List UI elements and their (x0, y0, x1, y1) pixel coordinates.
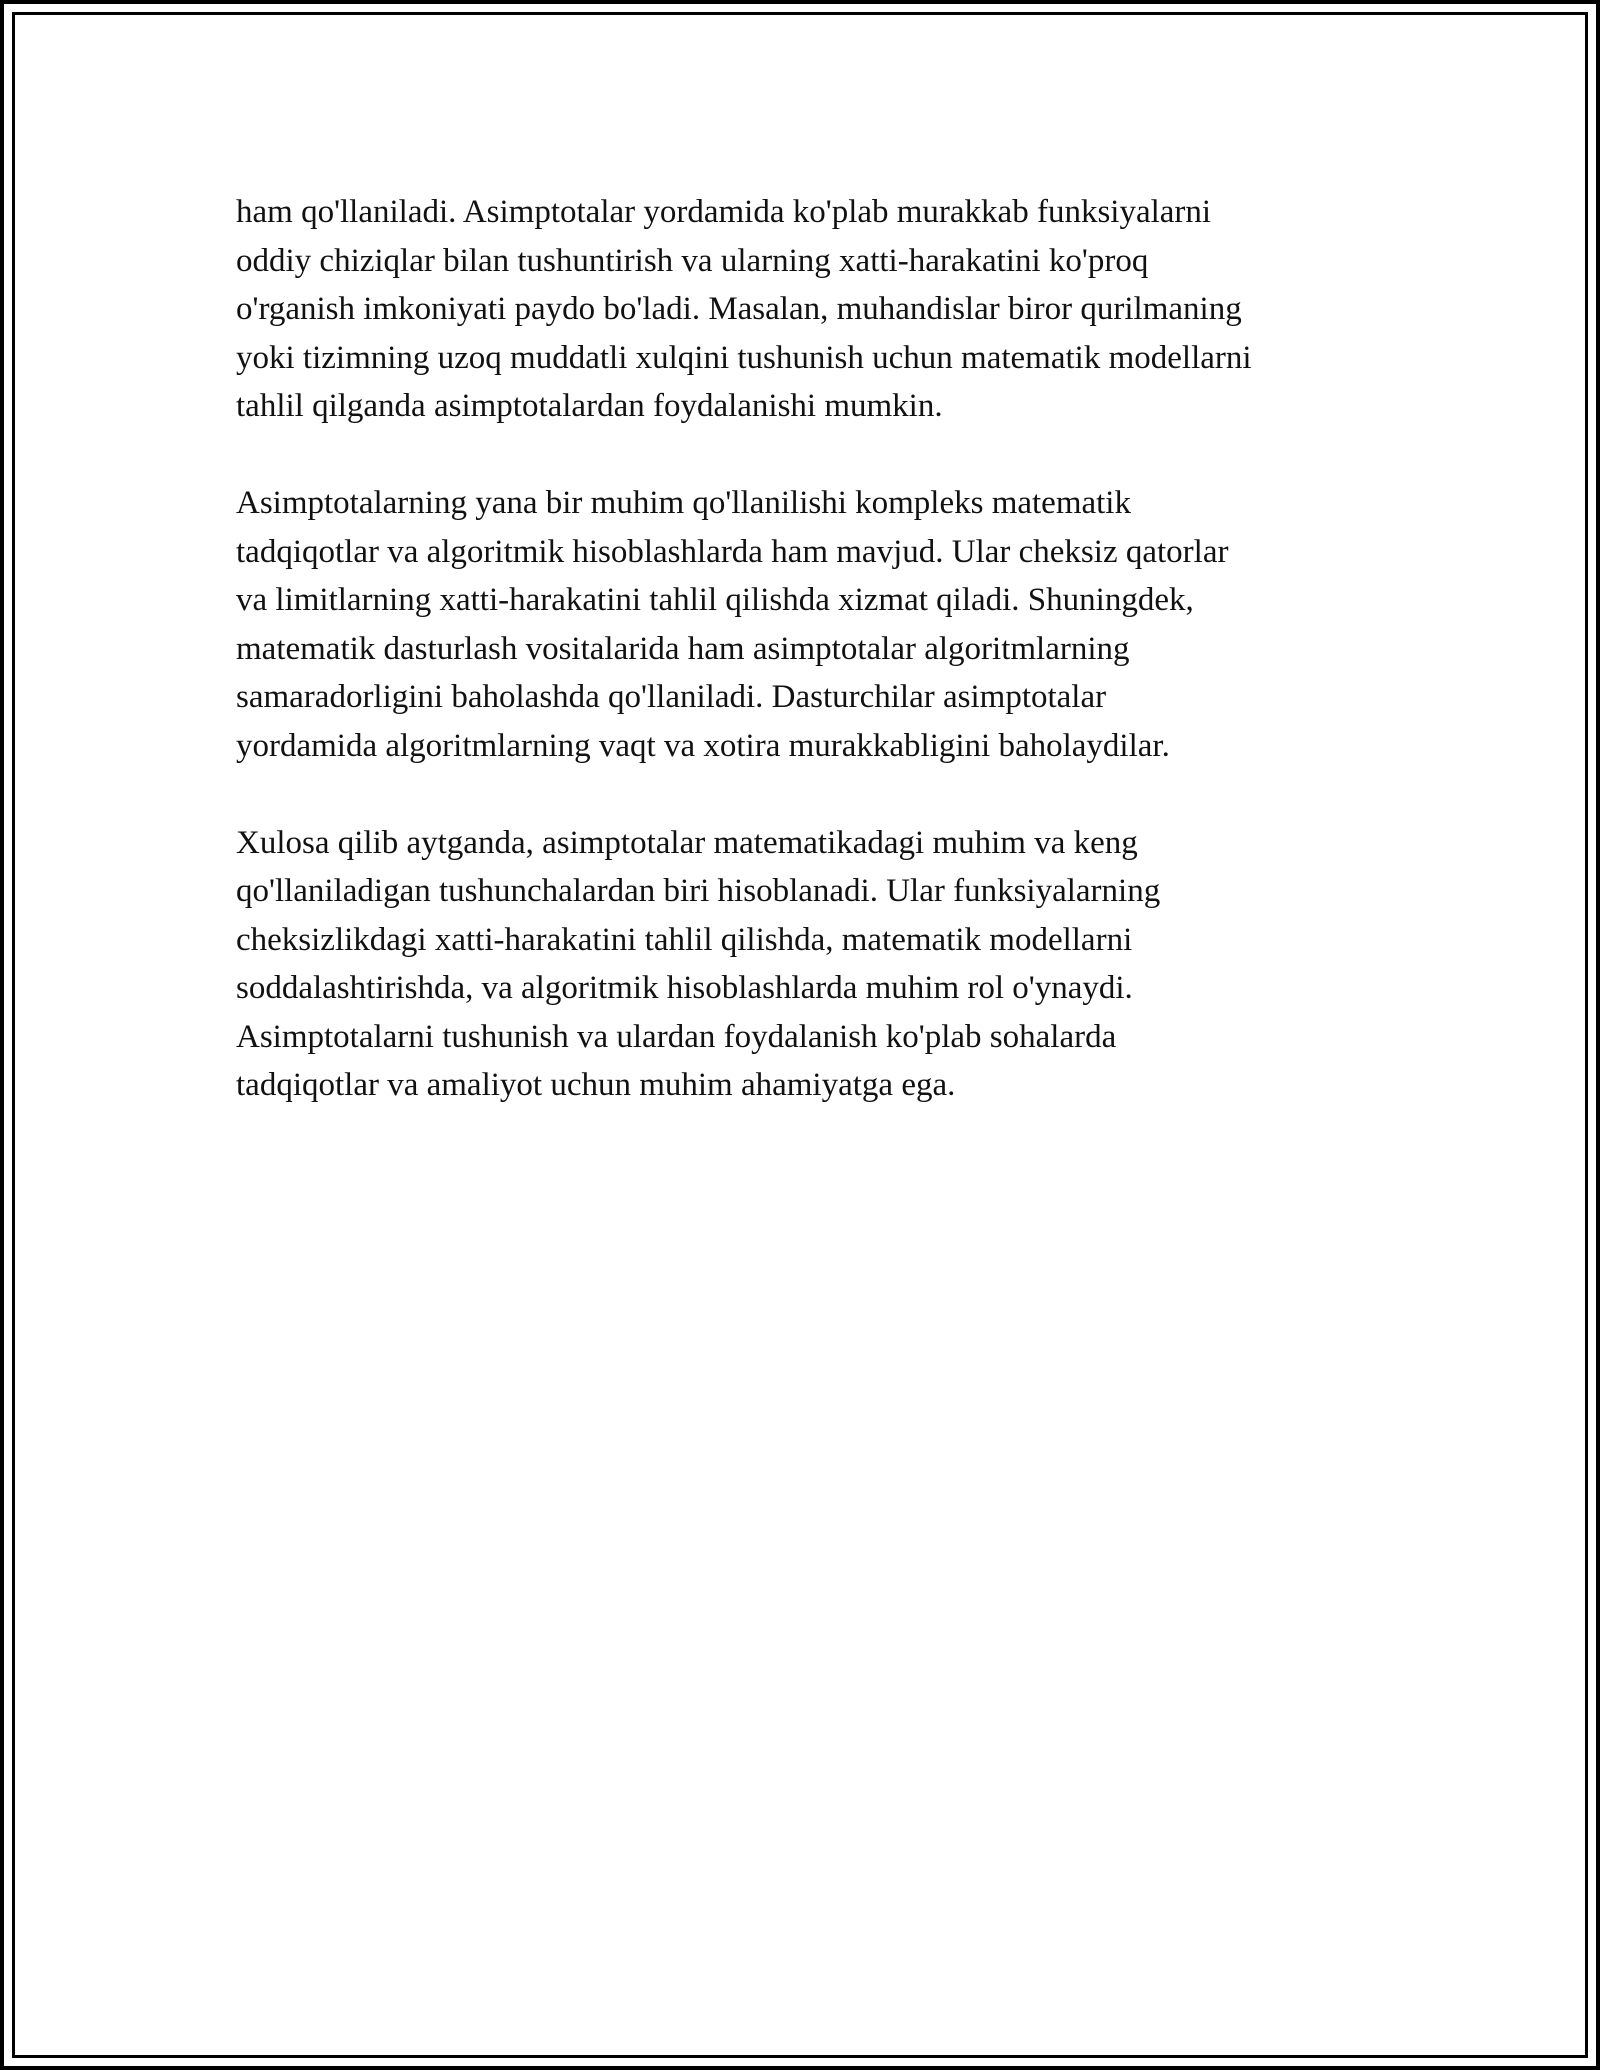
document-body (236, 188, 1396, 1158)
text-line: oddiy chiziqlar bilan tushuntirish va ularning xatti-harakatini ko'proq (236, 242, 1149, 279)
text-line: qo'llaniladigan tushunchalardan biri hisoblanadi. Ular funksiyalarning (236, 873, 1161, 909)
text-line: matematik dasturlash vositalarida ham asimptotalar algoritmlarning (236, 630, 1130, 667)
text-line: va limitlarning xatti-harakatini tahlil qilishda xizmat qiladi. Shuningdek, (236, 582, 1194, 618)
text-line: tadqiqotlar va amaliyot uchun muhim ahamiyatga ega. (236, 1067, 956, 1103)
paragraph-1 (236, 188, 1396, 431)
text-line: Asimptotalarni tushunish va ulardan foydalanish ko'plab sohalarda (236, 1018, 1117, 1055)
paragraph-2 (236, 479, 1396, 770)
text-line: cheksizlikdagi xatti-harakatini tahlil qilishda, matematik modellarni (236, 921, 1133, 958)
text-line: tadqiqotlar va algoritmik hisoblashlarda ham mavjud. Ular cheksiz qatorlar (236, 533, 1229, 570)
text-line: Asimptotalarning yana bir muhim qo'llanilishi kompleks matematik (236, 485, 1131, 521)
text-line: soddalashtirishda, va algoritmik hisoblashlarda muhim rol o'ynaydi. (236, 970, 1133, 1006)
text-line: ham qo'llaniladi. Asimptotalar yordamida ko'plab murakkab funksiyalarni (236, 194, 1212, 230)
text-line: o'rganish imkoniyati paydo bo'ladi. Masalan, muhandislar biror qurilmaning (236, 291, 1242, 327)
text-line: samaradorligini baholashda qo'llaniladi. Dasturchilar asimptotalar (236, 679, 1107, 715)
text-line: Xulosa qilib aytganda, asimptotalar matematikadagi muhim va keng (236, 824, 1138, 861)
text-line: yoki tizimning uzoq muddatli xulqini tushunish uchun matematik modellarni (236, 339, 1252, 376)
text-line: tahlil qilganda asimptotalardan foydalanishi mumkin. (236, 388, 943, 424)
text-line: yordamida algoritmlarning vaqt va xotira murakkabligini baholaydilar. (236, 727, 1170, 764)
paragraph-3 (236, 819, 1396, 1110)
